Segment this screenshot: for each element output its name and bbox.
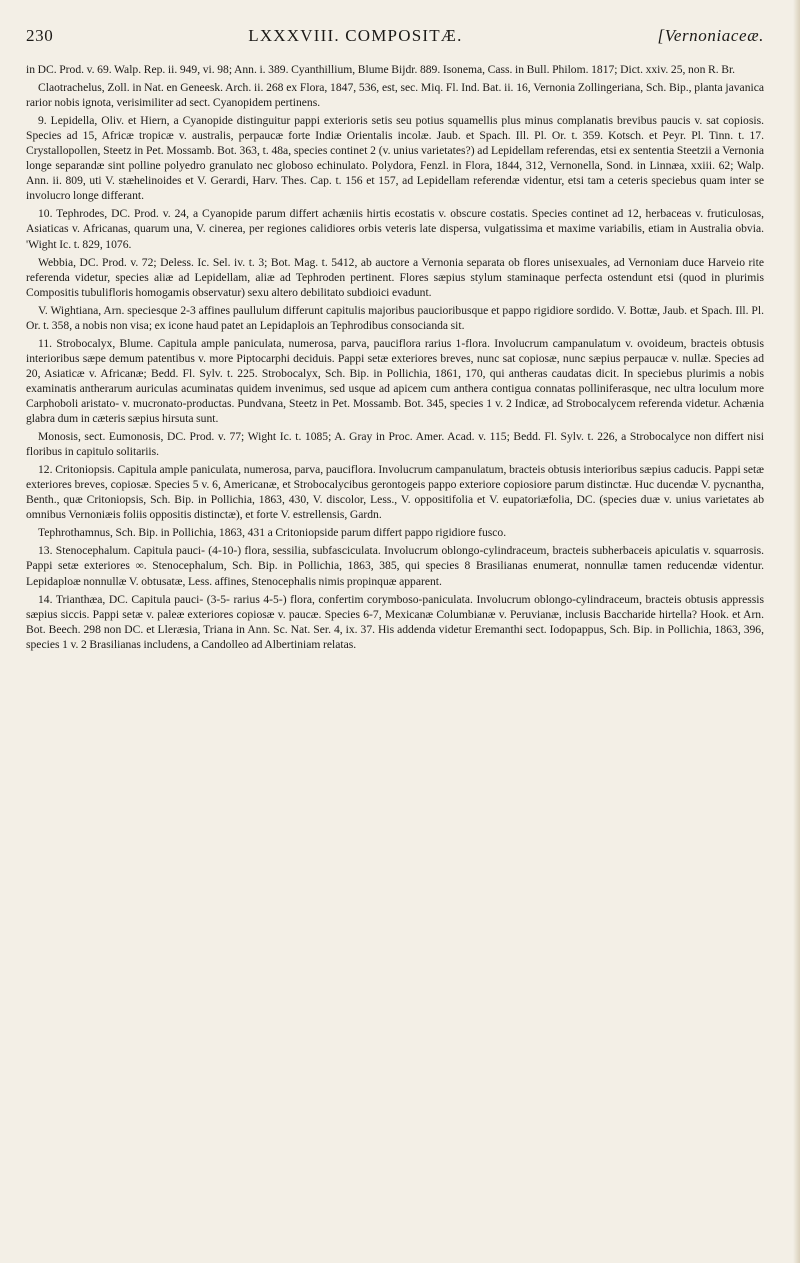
paragraph-webbia: Webbia, DC. Prod. v. 72; Deless. Ic. Sel. iv. t. 3; Bot. Mag. t. 5412, ab auctore a Vernonia separata ob flores unisexuales, ad Vernoniam duce Harveio rite referenda videtur, species aliæ ad Lepidellam, aliæ ad Tephroden pertinent. Flores sæpius stylum staminaque perfecta ostendunt etsi (quod in plurimis Compositis tubulifloris homogamis observatur) sexu altero debilitato subdioici evadunt. (26, 255, 764, 299)
body-text (26, 62, 764, 652)
section-title: [Vernoniaceæ. (657, 26, 764, 45)
chapter-title: LXXXVIII. COMPOSITÆ. (248, 26, 463, 45)
page-edge-shadow (793, 0, 800, 1263)
paragraph-wightiana: V. Wightiana, Arn. speciesque 2-3 affines paullulum differunt capitulis majoribus paucioribusque et pappo rigidiore sordido. V. Bottæ, Jaub. et Spach. Ill. Pl. Or. t. 358, a nobis non visa; ex icone haud patet an Lepidaplois an Tephrodibus consocianda sit. (26, 303, 764, 332)
paragraph-monosis: Monosis, sect. Eumonosis, DC. Prod. v. 77; Wight Ic. t. 1085; A. Gray in Proc. Amer. Acad. v. 115; Bedd. Fl. Sylv. t. 226, a Strobocalyce non differt nisi floribus in capitulo solitariis. (26, 430, 764, 459)
page-number: 230 (26, 26, 54, 45)
paragraph-tephrodes: 10. Tephrodes, DC. Prod. v. 24, a Cyanopide parum differt achæniis hirtis ecostatis v. obscure costatis. Species continet ad 12, herbaceas v. fruticulosas, Asiaticas v. Africanas, quarum una, V. cinerea, per regiones calidiores orbis veteris late dispersa, vulgatissima et maxime variabilis, etiam in Australia obvia. 'Wight Ic. t. 829, 1076. (26, 207, 764, 251)
running-header (26, 26, 764, 46)
paragraph-tephrothamnus: Tephrothamnus, Sch. Bip. in Pollichia, 1863, 431 a Critoniopside parum differt pappo rigidiore fusco. (38, 526, 507, 540)
paragraph-stenocephalum: 13. Stenocephalum. Capitula pauci- (4-10-) flora, sessilia, subfasciculata. Involucrum oblongo-cylindraceum, bracteis subherbaceis apiculatis v. squarrosis. Pappi setæ exteriores ∞. Stenocephalum, Sch. Bip. in Pollichia, 1863, 385, qui species 8 Brasilianas enumerat, nonnullæ tamen reducendæ videntur. Lepidaploæ nonnullæ V. obtusatæ, Less. affines, Stenocephalis nimis propinquæ apparent. (26, 544, 764, 588)
paragraph-strobocalyx: 11. Strobocalyx, Blume. Capitula ample paniculata, numerosa, parva, pauciflora rarius 1-flora. Involucrum campanulatum v. ovoideum, bracteis obtusis interioribus sæpe demum patentibus v. more Piptocarphi deciduis. Pappi setæ exteriores breves, nunc sat copiosæ, nunc sæpius perpaucæ v. nullæ. Species ad 20, Asiaticæ v. Africanæ; Bedd. Fl. Sylv. t. 225. Strobocalyx, Sch. Bip. in Pollichia, 1861, 170, qui antheras caudatas dicit. In speciebus plurimis a nobis examinatis antherarum auriculas acuminatas quidem invenimus, sed usque ad apicem cum anthera contigua connatas polliniferasque, nec ultra loculum more Carphoboli aristato- v. mucronato-productas. Pundvana, Steetz in Pet. Mossamb. Bot. 345, species 1 v. 2 Indicæ, ad Strobocalycem referenda videtur. Achænia glabra dum in cæteris sæpius hirsuta sunt. (26, 336, 764, 426)
paragraph-critoniopsis: 12. Critoniopsis. Capitula ample paniculata, numerosa, parva, pauciflora. Involucrum campanulatum, bracteis obtusis interioribus sæpius caducis. Pappi setæ exteriores breves, copiosæ. Species 5 v. 6, Americanæ, et Strobocalycibus gerontogeis pappo exteriore copiosiore parum distinctæ. Huc ducendæ V. pycnantha, Benth., quæ Critoniopsis, Sch. Bip. in Pollichia, 1863, 430, V. discolor, Less., V. oppositifolia et V. eupatoriæfolia, DC. (species duæ v. unius varietates ab omnibus Vernoniæis foliis oppositis distinctæ), et forte V. estrellensis, Gardn. (26, 463, 764, 522)
paragraph-continuation: in DC. Prod. v. 69. Walp. Rep. ii. 949, vi. 98; Ann. i. 389. Cyanthillium, Blume Bijdr. 889. Isonema, Cass. in Bull. Philom. 1817; Dict. xxiv. 25, non R. Br. (26, 63, 736, 76)
paragraph-lepidella: 9. Lepidella, Oliv. et Hiern, a Cyanopide distinguitur pappi exterioris setis seu potius squamellis plus minus complanatis brevibus paucis v. sat copiosis. Species ad 15, Africæ tropicæ v. australis, perpaucæ forte Indiæ Orientalis incolæ. Jaub. et Spach. Ill. Pl. Or. t. 359. Kotsch. et Peyr. Pl. Tinn. t. 17. Crystallopollen, Steetz in Pet. Mossamb. Bot. 363, t. 48a, species continet 2 (v. unius varietates?) ad Lepidellam referendas, etsi ex sententia Steetzii a Vernonia longe separandæ sint polline polyedro granulato nec globoso echinulato. Polydora, Fenzl. in Flora, 1844, 312, Vernonella, Sond. in Linnæa, xxiii. 62; Walp. Ann. ii. 809, uti V. stæhelinoides et V. Gerardi, Harv. Thes. Cap. t. 156 et 157, ad Lepidellam referendæ videntur, etsi tam a ceteris speciebus quam inter se involucro longe differant. (26, 114, 764, 203)
paragraph-trianthaea: 14. Trianthæa, DC. Capitula pauci- (3-5- rarius 4-5-) flora, confertim corymboso-paniculata. Involucrum oblongo-cylindraceum, bracteis obtusis appressis sæpius siccis. Pappi setæ v. paleæ exteriores copiosæ v. paucæ. Species 6-7, Mexicanæ Columbianæ v. Peruvianæ, inclusis Baccharide hirtella? Hook. et Arn. Bot. Beech. 298 non DC. et Lleræsia, Triana in Ann. Sc. Nat. Ser. 4, ix. 37. His addenda videtur Eremanthi sect. Iodopappus, Sch. Bip. in Pollichia, 1863, 396, species 1 v. 2 Brasilianas includens, a Candolleo ad Albertiniam relatas. (26, 592, 764, 651)
paragraph-claotrachelus: Claotrachelus, Zoll. in Nat. en Geneesk. Arch. ii. 268 ex Flora, 1847, 536, est, sec. Miq. Fl. Ind. Bat. ii. 16, Vernonia Zollingeriana, Sch. Bip., planta javanica rarior nobis ignota, verisimiliter ad sect. Cyanopidem pertinens. (26, 81, 764, 110)
